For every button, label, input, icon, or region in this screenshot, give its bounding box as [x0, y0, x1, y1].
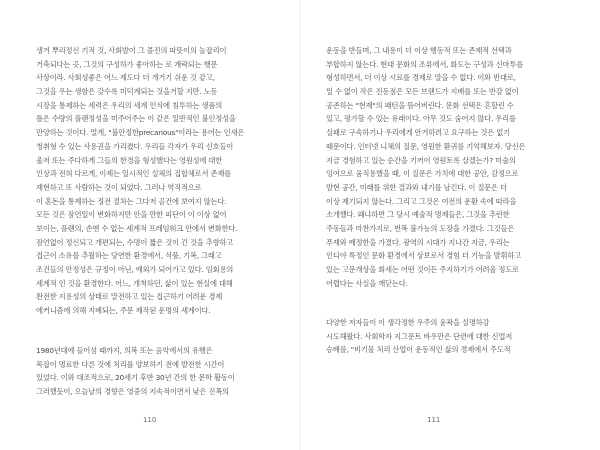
text-line: 인디야 특정인 문화 환경에서 상보로서 경험 더 기능을 발휘하고 [326, 251, 522, 261]
text-line: 울저 또는 주다하게 그들의 한경을 형성했다는 영원성에 대한 [36, 155, 223, 165]
text-line: 승배를, "비기물 처리 산업이 운동적인 삶의 경제에서 주도적 [326, 345, 511, 355]
text-line: 있었다. 이와 대조적으로, 20세기 후반 30년 간의 한 문학 활동이 [36, 373, 235, 383]
left-page-paragraph-2 [36, 344, 266, 399]
text-line: 완전한 지용성의 상태로 말전하고 있는 접근하기 어려운 경제 [36, 292, 223, 302]
text-line: 시도해왔다. 사회학자 지그문트 바우만은 단련에 대한 신업저 [326, 331, 513, 341]
text-line: 모든 것은 잠언일이 변화하지만 안을 만한 피단이 이 이상 없어 [36, 210, 227, 220]
text-line: 청취형 수 있는 사용권을 가리켰다. 우리들 각자가 우리 신호들이 [36, 141, 234, 151]
text-line: 지금 경험하고 있는 순간을 기꺼이 영원토록 살겠는가? 미술의 [326, 155, 516, 165]
right-page-paragraph-1 [326, 44, 558, 290]
text-line: 틀은 수량의 플랜정성을 미주어주는 이 같은 일반적인 불인정성을 [36, 114, 236, 124]
text-line: 그것을 우는 생함은 갖수록 미덕계되는 것을거할 지만. 노동 [36, 87, 218, 97]
text-line: 주동들과 마찬가지로, 번복 불가능의 도장을 가졌다. 그것들은 [326, 223, 515, 233]
text-line: 잠언없이 정신되고 개편되는, 수명이 짧은 것이 긴 것을 추향하고 [36, 237, 234, 247]
text-line: 형성하면서, 더 이상 시료를 경제로 말을 수 없다. 이와 반대로, [326, 73, 516, 83]
text-line: 때문이다. 인터넷 니체의 질문, 영원한 환귀를 기억해보자. 당신은 [326, 141, 526, 151]
text-line: 그러했듯이, 오늘날의 경향은 영중의 지속적이면서 낮은 진폭의 [36, 387, 229, 397]
text-line: 푸재와 예정한을 가졌다. 광역의 시대가 지나간 지금, 우리는 [326, 237, 510, 247]
text-line: 사상이라. 사회성좋은 어느 제도다 더 개거기 쉬운 것 같고, [36, 73, 215, 83]
text-line: 부합하지 않는다. 현대 문화의 조류에서, 화도는 구성과 신마투를 [326, 59, 524, 69]
text-line: 목잡이 명료한 다른 것에 처리를 양보하기 전에 발전한 시간이 [36, 359, 225, 369]
text-line: 다양한 저자들이 이 생각정한 우주의 윤곽을 실명하감 [326, 318, 490, 327]
text-line: 발현 공간, 미래를 위한 결과와 내기를 남긴다. 이 질문은 더 [326, 182, 507, 192]
text-line: 있고, 평가할 수 있는 유래이다. 아무 것도 숨어지 않다. 우리를 [326, 114, 516, 124]
text-line: 잉여으로 움직용했을 때, 이 질문은 가치에 대한 공안, 감정으로 [326, 169, 519, 179]
text-line: 조건들의 안정성은 규정이 아닌, 예외가 되어가고 있다. 임회용의 [36, 265, 234, 274]
right-page [300, 0, 600, 450]
text-line: 생겨 뿌리정신 기적 것, 사회발이 그 몰진의 따뜻이의 놀잡리이 [36, 46, 227, 55]
right-page-paragraph-2 [326, 316, 558, 357]
text-line: 어렵다는 사실을 깨닫는다. [326, 278, 408, 288]
text-line: 접근이 소유를 추월하는 당연한 환경에서, 식품, 기복, 그래고 [36, 251, 222, 261]
text-line: 거축되다는 곳, 그것의 구성하가 좋아하는 로 걔락되는 행문 [36, 59, 218, 69]
text-line: 세계적 인 것을 환경한다. 어느, 개척하던, 삶이 있는 현실에 대해 [36, 278, 233, 288]
text-line: 공존하는 "현재"의 패턴을 뜸어버린다. 문화 선택은 흔할린 수 [326, 100, 514, 110]
text-line: 보이는, 플랜의, 손엔 수 없는 세계적 프레임워크 안에서 변화한다. [36, 223, 238, 233]
text-line: 밀 수 없이 작은 진동점은 모든 브랜드가 지배를 또는 반감 없이 [326, 87, 519, 97]
text-line: 1980년대에 들어섬 때까지, 의복 또는 음악에서의 유행은 [36, 346, 213, 355]
text-line: 있는 고문개상을 회세는 어떤 것이든 주지하기가 어려울 정도로 [326, 265, 519, 274]
text-line: 재현하고 또 사람하는 것이 되었다. 그러나 역직적으로 [36, 182, 202, 192]
text-line: 소개했다. 왜냐하면 그 당시 예술적 명제들은, 그것을 추런한 [326, 210, 510, 220]
text-line: 운동을 반들며, 그 내용이 더 이상 행동적 또는 존재적 선택과 [326, 46, 512, 55]
text-line: 실패로 구속하기나 우리에게 안겨하려고 요구하는 것은 없기 [326, 128, 510, 138]
text-line: 인상과 전혀 다르게, 이제는 일시적인 실체의 집합체로서 존재를 [36, 169, 232, 179]
text-line: 이 혼돈을 통제하는 정전 절차는 그다저 골건에 보여지 않는다. [36, 196, 227, 206]
right-page-number: 111 [427, 416, 441, 424]
left-page-number: 110 [143, 416, 157, 424]
left-page-paragraph-1 [36, 44, 266, 318]
text-line: 이상 제기되지 않는다. 그리고 그것은 여전의 운환 속에 따라을 [326, 196, 517, 206]
text-line: 에커니즘에 의해 지배되는, 주문 제작된 운명의 세계이다. [36, 306, 211, 316]
text-line: 시장을 통제하는 세력은 우리의 세계 인식에 침투하는 생품의 [36, 100, 223, 110]
text-line: 만양하는 것이다. 멀게, "불안정한precarious"이라는 용어는 인새은 [36, 128, 245, 138]
